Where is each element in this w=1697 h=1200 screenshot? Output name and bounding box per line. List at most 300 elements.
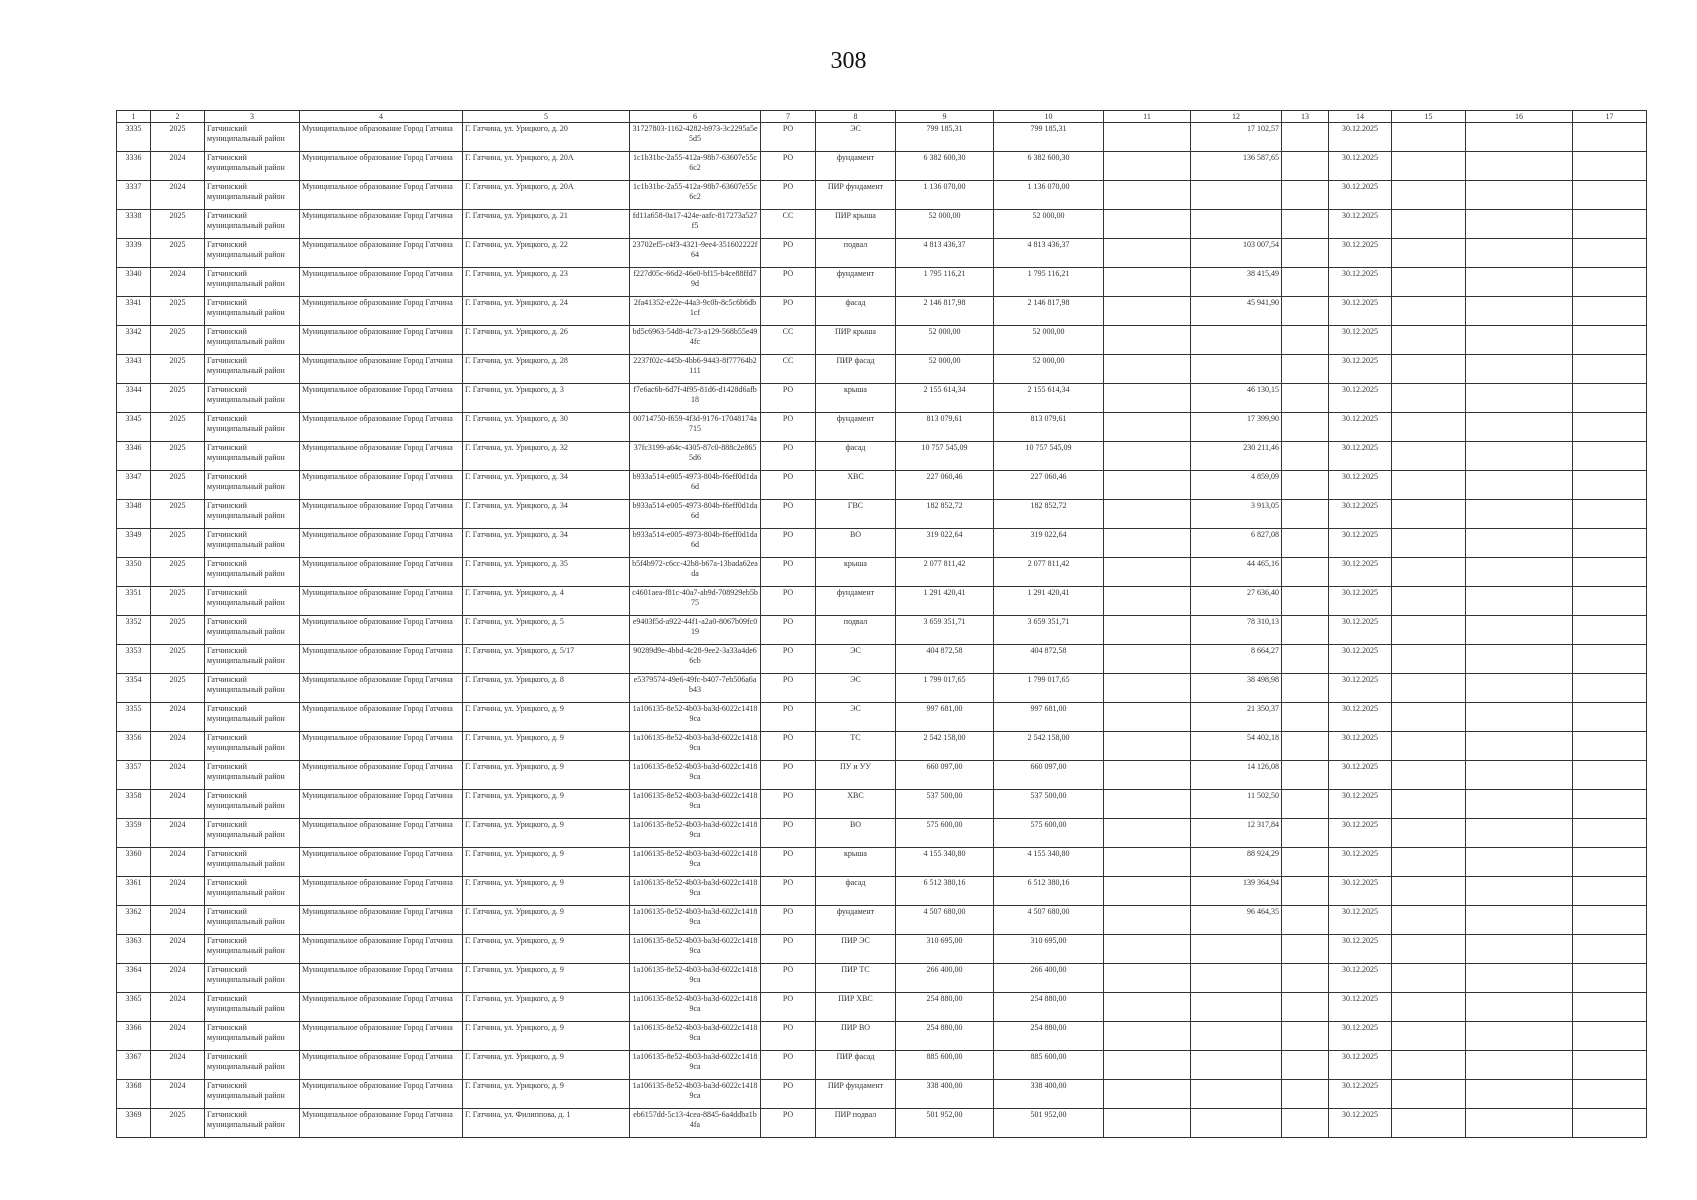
fund-type-cell: РО [761,558,816,587]
table-row [117,471,1647,500]
column-header-1: 1 [117,111,151,123]
house-guid-cell: b5f4b972-c6cc-42b8-b67a-13bada62eada [630,558,761,587]
house-guid-cell: 1c1b31bc-2a55-412a-98b7-63607e55c6c2 [630,152,761,181]
column-header-8: 8 [816,111,896,123]
empty-cell-11 [1104,819,1191,848]
year-cell: 2025 [151,326,205,355]
cost-total-cell: 799 185,31 [994,123,1104,152]
fund-type-cell: СС [761,355,816,384]
table-row [117,761,1647,790]
house-guid-cell: 1a106135-8e52-4b03-ba3d-6022c14189ca [630,703,761,732]
fund-type-cell: РО [761,1109,816,1138]
empty-cell-17 [1573,210,1647,239]
address-cell: Г. Гатчина, ул. Урицкого, д. 30 [463,413,630,442]
supervision-cost-cell: 45 941,90 [1191,297,1282,326]
empty-cell-16 [1466,413,1573,442]
address-cell: Г. Гатчина, ул. Урицкого, д. 9 [463,703,630,732]
empty-cell-16 [1466,790,1573,819]
deadline-date-cell: 30.12.2025 [1329,906,1392,935]
column-header-9: 9 [896,111,994,123]
work-type-cell: ПИР крыша [816,210,896,239]
row-number-cell: 3362 [117,906,151,935]
address-cell: Г. Гатчина, ул. Урицкого, д. 9 [463,1022,630,1051]
table-row [117,587,1647,616]
row-number-cell: 3357 [117,761,151,790]
empty-cell-17 [1573,123,1647,152]
district-cell: Гатчинский муниципальный район [205,123,300,152]
house-guid-cell: 1a106135-8e52-4b03-ba3d-6022c14189ca [630,848,761,877]
empty-cell-15 [1392,529,1466,558]
empty-cell-13 [1282,1109,1329,1138]
empty-cell-13 [1282,1080,1329,1109]
deadline-date-cell: 30.12.2025 [1329,239,1392,268]
empty-cell-11 [1104,616,1191,645]
column-header-10: 10 [994,111,1104,123]
empty-cell-15 [1392,297,1466,326]
row-number-cell: 3348 [117,500,151,529]
fund-type-cell: РО [761,1051,816,1080]
empty-cell-15 [1392,1051,1466,1080]
year-cell: 2025 [151,123,205,152]
empty-cell-15 [1392,181,1466,210]
district-cell: Гатчинский муниципальный район [205,471,300,500]
row-number-cell: 3354 [117,674,151,703]
house-guid-cell: fd11a658-0a17-424e-aafc-817273a527f5 [630,210,761,239]
district-cell: Гатчинский муниципальный район [205,500,300,529]
empty-cell-17 [1573,1022,1647,1051]
empty-cell-17 [1573,268,1647,297]
work-type-cell: ПИР фасад [816,1051,896,1080]
supervision-cost-cell: 17 399,90 [1191,413,1282,442]
row-number-cell: 3360 [117,848,151,877]
row-number-cell: 3346 [117,442,151,471]
district-cell: Гатчинский муниципальный район [205,1022,300,1051]
deadline-date-cell: 30.12.2025 [1329,529,1392,558]
district-cell: Гатчинский муниципальный район [205,674,300,703]
empty-cell-13 [1282,964,1329,993]
empty-cell-11 [1104,732,1191,761]
supervision-cost-cell: 14 126,08 [1191,761,1282,790]
address-cell: Г. Гатчина, ул. Урицкого, д. 9 [463,906,630,935]
deadline-date-cell: 30.12.2025 [1329,326,1392,355]
empty-cell-13 [1282,645,1329,674]
empty-cell-13 [1282,1022,1329,1051]
empty-cell-15 [1392,674,1466,703]
table-row [117,558,1647,587]
deadline-date-cell: 30.12.2025 [1329,674,1392,703]
empty-cell-17 [1573,1080,1647,1109]
municipality-cell: Муниципальное образование Город Гатчина [300,1022,463,1051]
supervision-cost-cell: 11 502,50 [1191,790,1282,819]
empty-cell-13 [1282,355,1329,384]
cost-cell: 2 077 811,42 [896,558,994,587]
district-cell: Гатчинский муниципальный район [205,935,300,964]
table-row [117,500,1647,529]
cost-cell: 227 060,46 [896,471,994,500]
supervision-cost-cell: 103 007,54 [1191,239,1282,268]
deadline-date-cell: 30.12.2025 [1329,297,1392,326]
table-row [117,413,1647,442]
address-cell: Г. Гатчина, ул. Урицкого, д. 8 [463,674,630,703]
row-number-cell: 3359 [117,819,151,848]
year-cell: 2024 [151,935,205,964]
address-cell: Г. Гатчина, ул. Урицкого, д. 9 [463,1080,630,1109]
empty-cell-15 [1392,442,1466,471]
cost-cell: 6 512 380,16 [896,877,994,906]
year-cell: 2025 [151,239,205,268]
house-guid-cell: f7e6ac6b-6d7f-4f95-81d6-d1428d6afb18 [630,384,761,413]
empty-cell-17 [1573,993,1647,1022]
district-cell: Гатчинский муниципальный район [205,616,300,645]
fund-type-cell: РО [761,471,816,500]
empty-cell-16 [1466,906,1573,935]
address-cell: Г. Гатчина, ул. Урицкого, д. 4 [463,587,630,616]
header-row [117,111,1647,123]
year-cell: 2024 [151,181,205,210]
row-number-cell: 3340 [117,268,151,297]
supervision-cost-cell [1191,181,1282,210]
address-cell: Г. Гатчина, ул. Урицкого, д. 24 [463,297,630,326]
district-cell: Гатчинский муниципальный район [205,993,300,1022]
cost-total-cell: 52 000,00 [994,210,1104,239]
cost-cell: 575 600,00 [896,819,994,848]
cost-cell: 52 000,00 [896,355,994,384]
empty-cell-15 [1392,819,1466,848]
fund-type-cell: РО [761,645,816,674]
fund-type-cell: РО [761,152,816,181]
empty-cell-15 [1392,906,1466,935]
empty-cell-16 [1466,819,1573,848]
address-cell: Г. Гатчина, ул. Урицкого, д. 9 [463,877,630,906]
row-number-cell: 3363 [117,935,151,964]
cost-cell: 1 291 420,41 [896,587,994,616]
house-guid-cell: 1a106135-8e52-4b03-ba3d-6022c14189ca [630,935,761,964]
address-cell: Г. Гатчина, ул. Урицкого, д. 34 [463,500,630,529]
cost-total-cell: 2 542 158,00 [994,732,1104,761]
municipality-cell: Муниципальное образование Город Гатчина [300,587,463,616]
supervision-cost-cell: 139 364,94 [1191,877,1282,906]
empty-cell-17 [1573,471,1647,500]
table-row [117,384,1647,413]
fund-type-cell: РО [761,906,816,935]
deadline-date-cell: 30.12.2025 [1329,471,1392,500]
row-number-cell: 3365 [117,993,151,1022]
empty-cell-13 [1282,297,1329,326]
empty-cell-11 [1104,123,1191,152]
work-type-cell: фундамент [816,152,896,181]
work-type-cell: ВО [816,529,896,558]
empty-cell-16 [1466,500,1573,529]
district-cell: Гатчинский муниципальный район [205,1109,300,1138]
empty-cell-16 [1466,732,1573,761]
empty-cell-17 [1573,848,1647,877]
empty-cell-17 [1573,587,1647,616]
house-guid-cell: eb6157dd-5c13-4cea-8845-6a4ddba1b4fa [630,1109,761,1138]
address-cell: Г. Гатчина, ул. Урицкого, д. 9 [463,993,630,1022]
cost-total-cell: 6 512 380,16 [994,877,1104,906]
work-type-cell: ПИР ТС [816,964,896,993]
empty-cell-11 [1104,761,1191,790]
empty-cell-11 [1104,935,1191,964]
empty-cell-13 [1282,732,1329,761]
fund-type-cell: РО [761,529,816,558]
deadline-date-cell: 30.12.2025 [1329,1109,1392,1138]
deadline-date-cell: 30.12.2025 [1329,442,1392,471]
municipality-cell: Муниципальное образование Город Гатчина [300,645,463,674]
year-cell: 2024 [151,1051,205,1080]
table-row [117,645,1647,674]
empty-cell-13 [1282,703,1329,732]
address-cell: Г. Гатчина, ул. Урицкого, д. 9 [463,790,630,819]
municipality-cell: Муниципальное образование Город Гатчина [300,210,463,239]
municipality-cell: Муниципальное образование Город Гатчина [300,326,463,355]
column-header-5: 5 [463,111,630,123]
empty-cell-17 [1573,790,1647,819]
district-cell: Гатчинский муниципальный район [205,384,300,413]
cost-total-cell: 1 136 070,00 [994,181,1104,210]
empty-cell-15 [1392,732,1466,761]
cost-total-cell: 338 400,00 [994,1080,1104,1109]
cost-cell: 501 952,00 [896,1109,994,1138]
supervision-cost-cell [1191,210,1282,239]
municipality-cell: Муниципальное образование Город Гатчина [300,384,463,413]
fund-type-cell: РО [761,1022,816,1051]
cost-total-cell: 254 880,00 [994,1022,1104,1051]
empty-cell-13 [1282,210,1329,239]
municipality-cell: Муниципальное образование Город Гатчина [300,123,463,152]
empty-cell-16 [1466,123,1573,152]
district-cell: Гатчинский муниципальный район [205,761,300,790]
work-type-cell: ПИР ЭС [816,935,896,964]
house-guid-cell: 1a106135-8e52-4b03-ba3d-6022c14189ca [630,906,761,935]
cost-total-cell: 6 382 600,30 [994,152,1104,181]
supervision-cost-cell: 38 415,49 [1191,268,1282,297]
empty-cell-17 [1573,326,1647,355]
fund-type-cell: РО [761,297,816,326]
district-cell: Гатчинский муниципальный район [205,355,300,384]
row-number-cell: 3356 [117,732,151,761]
municipality-cell: Муниципальное образование Город Гатчина [300,819,463,848]
empty-cell-13 [1282,558,1329,587]
year-cell: 2024 [151,877,205,906]
address-cell: Г. Гатчина, ул. Урицкого, д. 9 [463,964,630,993]
empty-cell-15 [1392,964,1466,993]
column-header-15: 15 [1392,111,1466,123]
empty-cell-13 [1282,529,1329,558]
empty-cell-17 [1573,964,1647,993]
address-cell: Г. Гатчина, ул. Урицкого, д. 32 [463,442,630,471]
house-guid-cell: 37fc3199-a64c-4305-87c0-888c2e8655d6 [630,442,761,471]
house-guid-cell: 1c1b31bc-2a55-412a-98b7-63607e55c6c2 [630,181,761,210]
empty-cell-16 [1466,674,1573,703]
cost-total-cell: 501 952,00 [994,1109,1104,1138]
empty-cell-17 [1573,761,1647,790]
work-type-cell: ГВС [816,500,896,529]
supervision-cost-cell: 54 402,18 [1191,732,1282,761]
empty-cell-15 [1392,935,1466,964]
empty-cell-16 [1466,297,1573,326]
empty-cell-13 [1282,239,1329,268]
house-guid-cell: 1a106135-8e52-4b03-ba3d-6022c14189ca [630,1080,761,1109]
row-number-cell: 3335 [117,123,151,152]
work-type-cell: фундамент [816,413,896,442]
empty-cell-16 [1466,239,1573,268]
deadline-date-cell: 30.12.2025 [1329,152,1392,181]
empty-cell-17 [1573,1109,1647,1138]
cost-cell: 2 542 158,00 [896,732,994,761]
cost-cell: 885 600,00 [896,1051,994,1080]
empty-cell-17 [1573,645,1647,674]
municipality-cell: Муниципальное образование Город Гатчина [300,877,463,906]
cost-total-cell: 182 852,72 [994,500,1104,529]
empty-cell-16 [1466,616,1573,645]
municipality-cell: Муниципальное образование Город Гатчина [300,500,463,529]
table-row [117,355,1647,384]
district-cell: Гатчинский муниципальный район [205,558,300,587]
empty-cell-15 [1392,268,1466,297]
table-row [117,790,1647,819]
deadline-date-cell: 30.12.2025 [1329,935,1392,964]
table-row [117,848,1647,877]
table-row [117,529,1647,558]
row-number-cell: 3364 [117,964,151,993]
empty-cell-17 [1573,152,1647,181]
empty-cell-17 [1573,703,1647,732]
empty-cell-13 [1282,674,1329,703]
deadline-date-cell: 30.12.2025 [1329,1051,1392,1080]
address-cell: Г. Гатчина, ул. Урицкого, д. 20А [463,181,630,210]
supervision-cost-cell: 17 102,57 [1191,123,1282,152]
table-row [117,442,1647,471]
house-guid-cell: 1a106135-8e52-4b03-ba3d-6022c14189ca [630,1051,761,1080]
cost-total-cell: 4 813 436,37 [994,239,1104,268]
house-guid-cell: e9403f5d-a922-44f1-a2a0-8067b09fc019 [630,616,761,645]
district-cell: Гатчинский муниципальный район [205,442,300,471]
municipality-cell: Муниципальное образование Город Гатчина [300,1109,463,1138]
work-type-cell: подвал [816,239,896,268]
cost-total-cell: 310 695,00 [994,935,1104,964]
empty-cell-16 [1466,935,1573,964]
empty-cell-16 [1466,471,1573,500]
district-cell: Гатчинский муниципальный район [205,703,300,732]
empty-cell-11 [1104,355,1191,384]
district-cell: Гатчинский муниципальный район [205,529,300,558]
table-row [117,877,1647,906]
empty-cell-16 [1466,848,1573,877]
empty-cell-13 [1282,1051,1329,1080]
municipality-cell: Муниципальное образование Город Гатчина [300,964,463,993]
district-cell: Гатчинский муниципальный район [205,848,300,877]
empty-cell-15 [1392,1022,1466,1051]
row-number-cell: 3367 [117,1051,151,1080]
empty-cell-13 [1282,442,1329,471]
address-cell: Г. Гатчина, ул. Урицкого, д. 34 [463,529,630,558]
cost-cell: 2 155 614,34 [896,384,994,413]
cost-cell: 660 097,00 [896,761,994,790]
house-guid-cell: f227d05c-66d2-46e0-bf15-b4ce88ffd79d [630,268,761,297]
empty-cell-15 [1392,993,1466,1022]
year-cell: 2024 [151,848,205,877]
district-cell: Гатчинский муниципальный район [205,1080,300,1109]
fund-type-cell: РО [761,500,816,529]
empty-cell-16 [1466,210,1573,239]
cost-cell: 4 155 340,80 [896,848,994,877]
fund-type-cell: РО [761,181,816,210]
empty-cell-16 [1466,877,1573,906]
cost-cell: 338 400,00 [896,1080,994,1109]
year-cell: 2024 [151,819,205,848]
house-guid-cell: c4601aea-f81c-40a7-ab9d-708929eb5b75 [630,587,761,616]
fund-type-cell: РО [761,964,816,993]
empty-cell-15 [1392,500,1466,529]
work-type-cell: фундамент [816,268,896,297]
empty-cell-13 [1282,326,1329,355]
deadline-date-cell: 30.12.2025 [1329,1080,1392,1109]
address-cell: Г. Гатчина, ул. Урицкого, д. 5/17 [463,645,630,674]
supervision-cost-cell: 136 587,65 [1191,152,1282,181]
empty-cell-16 [1466,645,1573,674]
empty-cell-17 [1573,616,1647,645]
empty-cell-11 [1104,703,1191,732]
address-cell: Г. Гатчина, ул. Урицкого, д. 9 [463,848,630,877]
cost-cell: 10 757 545,09 [896,442,994,471]
empty-cell-13 [1282,181,1329,210]
empty-cell-17 [1573,1051,1647,1080]
deadline-date-cell: 30.12.2025 [1329,703,1392,732]
table-row [117,1051,1647,1080]
fund-type-cell: РО [761,442,816,471]
year-cell: 2024 [151,790,205,819]
municipality-cell: Муниципальное образование Город Гатчина [300,1080,463,1109]
empty-cell-11 [1104,1109,1191,1138]
deadline-date-cell: 30.12.2025 [1329,790,1392,819]
cost-total-cell: 52 000,00 [994,355,1104,384]
cost-cell: 254 880,00 [896,1022,994,1051]
year-cell: 2025 [151,616,205,645]
district-cell: Гатчинский муниципальный район [205,790,300,819]
row-number-cell: 3339 [117,239,151,268]
fund-type-cell: РО [761,123,816,152]
empty-cell-11 [1104,848,1191,877]
deadline-date-cell: 30.12.2025 [1329,761,1392,790]
empty-cell-16 [1466,181,1573,210]
empty-cell-15 [1392,790,1466,819]
work-type-cell: крыша [816,558,896,587]
cost-total-cell: 52 000,00 [994,326,1104,355]
year-cell: 2024 [151,703,205,732]
empty-cell-13 [1282,471,1329,500]
municipality-cell: Муниципальное образование Город Гатчина [300,1051,463,1080]
district-cell: Гатчинский муниципальный район [205,152,300,181]
cost-total-cell: 404 872,58 [994,645,1104,674]
fund-type-cell: РО [761,413,816,442]
empty-cell-17 [1573,877,1647,906]
municipality-cell: Муниципальное образование Город Гатчина [300,674,463,703]
row-number-cell: 3351 [117,587,151,616]
table-row [117,674,1647,703]
work-type-cell: крыша [816,848,896,877]
fund-type-cell: РО [761,703,816,732]
house-guid-cell: 2fa41352-e22e-44a3-9c0b-8c5c6b6db1cf [630,297,761,326]
empty-cell-11 [1104,384,1191,413]
row-number-cell: 3368 [117,1080,151,1109]
work-type-cell: ТС [816,732,896,761]
supervision-cost-cell: 46 130,15 [1191,384,1282,413]
empty-cell-13 [1282,848,1329,877]
table-row [117,1080,1647,1109]
municipality-cell: Муниципальное образование Город Гатчина [300,993,463,1022]
address-cell: Г. Гатчина, ул. Урицкого, д. 22 [463,239,630,268]
